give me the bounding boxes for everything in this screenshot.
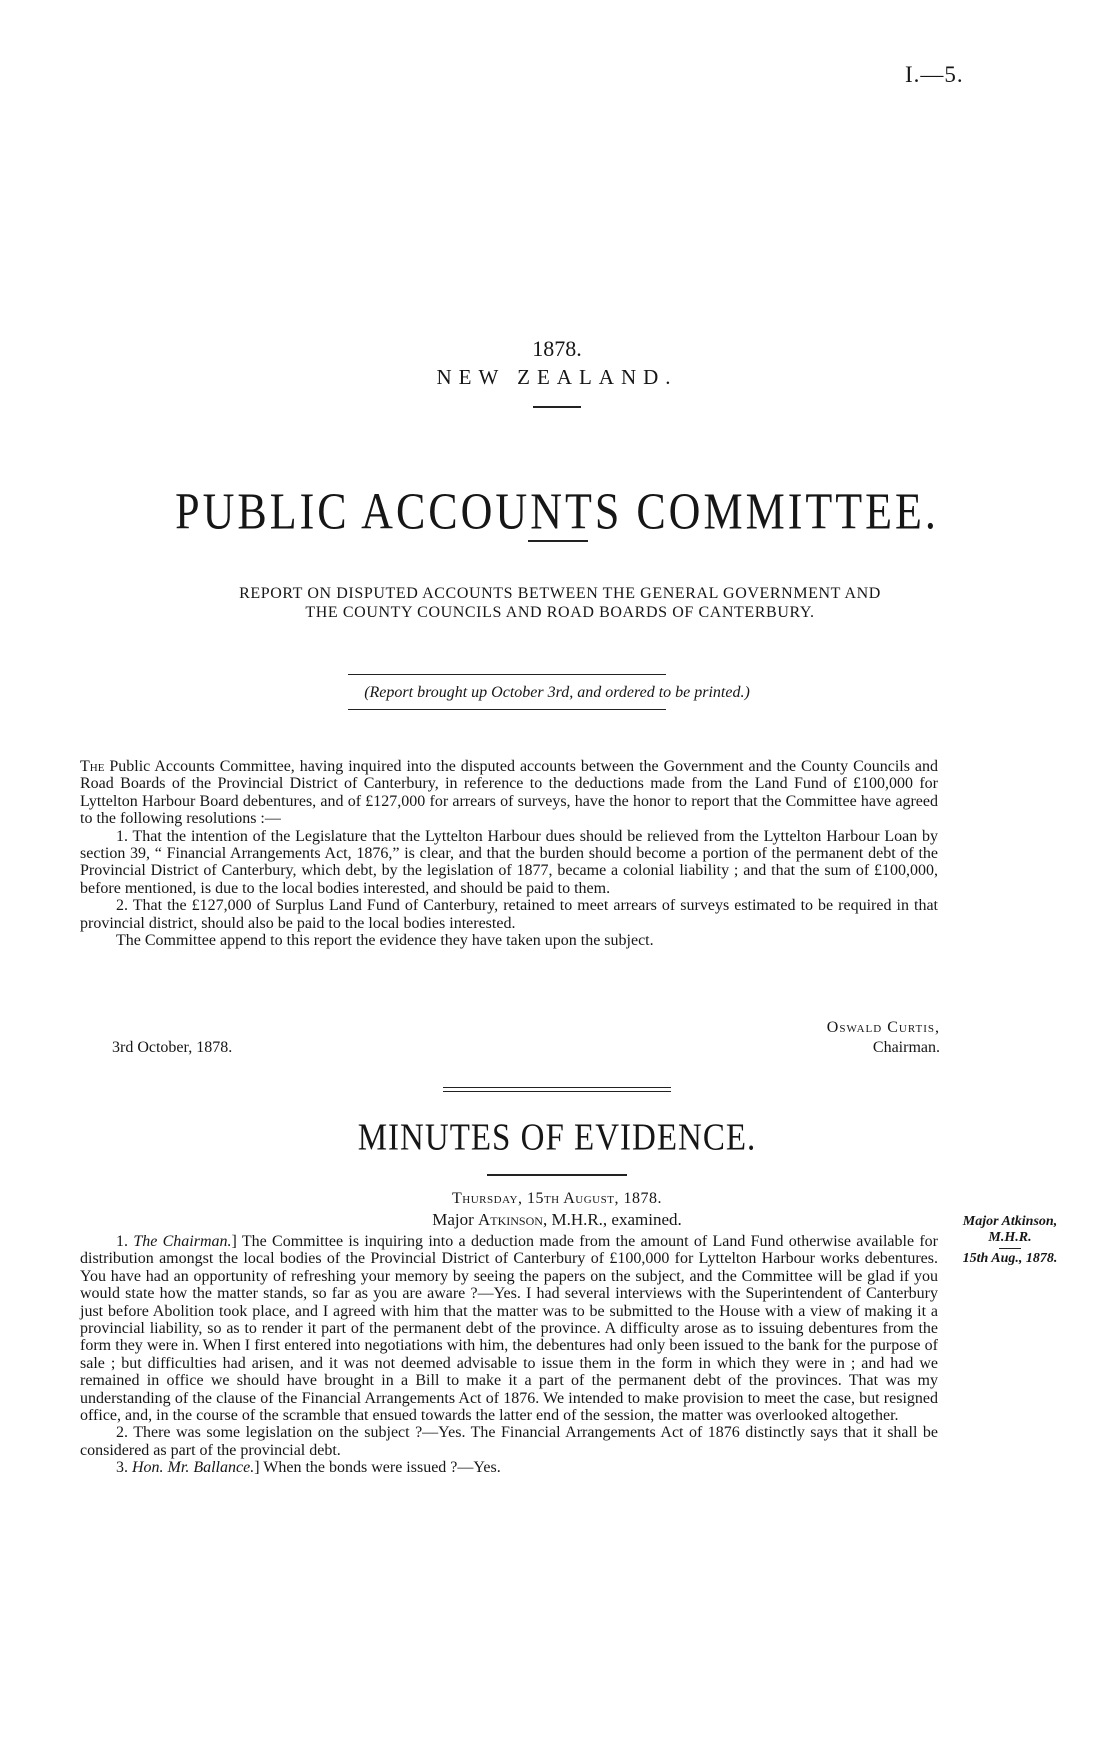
q3-number: 3.: [116, 1459, 132, 1477]
signatory-role: Chairman.: [872, 1039, 940, 1056]
subtitle-line-2: THE COUNTY COUNCILS AND ROAD BOARDS OF CANTERBURY.: [305, 604, 815, 621]
resolution-1: 1. That the intention of the Legislature that the Lyttelton Harbour dues should be relieved from the Lyttelton Harbour Loan by section 39, “ Financial Arrangements Act, 1876,” is clear, and that the burden should become a portion of the permanent debt of the Provincial District of Canterbury, which debt, by the legislation of 1877, became a colonial liability ; and that the sum of £100,000, before mentioned, is due to the local bodies interested, and should be paid to them.: [80, 827, 938, 897]
note-rule-top: [348, 674, 666, 675]
minutes-rule: [487, 1174, 627, 1176]
evidence-body: [80, 1233, 938, 1477]
year-heading: 1878.: [532, 336, 582, 361]
minutes-date: Thursday, 15th August, 1878.: [452, 1190, 662, 1207]
subtitle-line-1: REPORT ON DISPUTED ACCOUNTS BETWEEN THE GENERAL GOVERNMENT AND: [239, 585, 881, 602]
title-rule: [528, 540, 588, 542]
witness-name: Atkinson: [478, 1210, 543, 1229]
resolution-2: 2. That the £127,000 of Surplus Land Fund of Canterbury, retained to meet arrears of surveys estimated to be required in that provincial district, should also be paid to the local bodies interested.: [80, 897, 938, 932]
report-body: [80, 758, 938, 949]
q1-text: ] The Committee is inquiring into a deduction made from the amount of Land Fund otherwise available for distribution amongst the local bodies of the Provincial District of Canterbury of £100,000 for Lyttelton Harbour works debentures. You have had an opportunity of refreshing your memory by seeing the papers on the subject, and the Committee will be glad if you would state how the matter stands, so far as you are aware ?—Yes. I had several interviews with the Superintendent of Canterbury just before Abolition took place, and I agreed with him that the matter was to be submitted to the House with a view of making it a provincial liability, so as to render it part of the permanent debt of the province. A difficulty arose as to issuing debentures from the form they were in. When I first entered into negotiations with him, the debentures had only been issued to the bank for the purpose of sale ; but difficulties had arisen, and it was not deemed advisable to issue them in the form in which they were in ; and had we remained in office we should have brought in a Bill to make it a part of the permanent debt of the provinces. That was my understanding of the clause of the Financial Arrangements Act of 1876. We intended to make provision to meet the case, but resigned office, and, in the course of the scramble that ensued towards the latter end of the session, the matter was overlooked altogether.: [80, 1233, 939, 1425]
intro-text: Public Accounts Committee, having inquired into the disputed accounts between the Government and the County Councils and Road Boards of the Provincial District of Canterbury, in reference to the deductions made from the Land Fund of £100,000 for Lyttelton Harbour Board debentures, and of £127,000 for arrears of surveys, have the honor to report that the Committee have agreed to the following resolutions :—: [80, 758, 938, 828]
intro-lead: The: [80, 758, 105, 775]
witness-prefix: Major: [432, 1210, 478, 1229]
q1-speaker: The Chairman.: [133, 1233, 232, 1250]
country-heading: NEW ZEALAND.: [436, 365, 678, 389]
page-reference: I.—5.: [905, 62, 964, 87]
report-append: The Committee append to this report the evidence they have taken upon the subject.: [116, 932, 654, 950]
report-note: (Report brought up October 3rd, and ordered to be printed.): [364, 684, 750, 701]
document-subtitle: [60, 584, 1060, 622]
margin-rule: [999, 1248, 1021, 1249]
margin-witness-title: M.H.R.: [988, 1230, 1032, 1245]
minutes-title: MINUTES OF EVIDENCE.: [357, 1117, 757, 1159]
section-rule-top: [443, 1087, 671, 1088]
signatory-name: Oswald Curtis,: [826, 1019, 940, 1036]
witness-suffix: , M.H.R., examined.: [542, 1210, 682, 1229]
q3-speaker: Hon. Mr. Ballance.: [132, 1459, 255, 1477]
question-2: 2. There was some legislation on the subject ?—Yes. The Financial Arrangements Act of 1876 distinctly says that it shall be considered as part of the provincial debt.: [80, 1424, 938, 1459]
margin-note: [940, 1214, 1080, 1267]
margin-date: 15th Aug., 1878.: [962, 1251, 1058, 1266]
question-3: [80, 1459, 938, 1476]
document-title: PUBLIC ACCOUNTS COMMITTEE.: [175, 482, 939, 541]
q1-number: 1.: [116, 1233, 134, 1250]
question-1: [80, 1233, 938, 1424]
margin-witness-name: Major Atkinson,: [962, 1214, 1058, 1229]
report-date: 3rd October, 1878.: [112, 1039, 233, 1056]
q3-text: ] When the bonds were issued ?—Yes.: [254, 1459, 501, 1477]
section-rule-bottom: [443, 1091, 671, 1092]
report-intro: [80, 758, 938, 828]
note-rule-bottom: [348, 709, 666, 710]
header-rule: [533, 406, 581, 408]
